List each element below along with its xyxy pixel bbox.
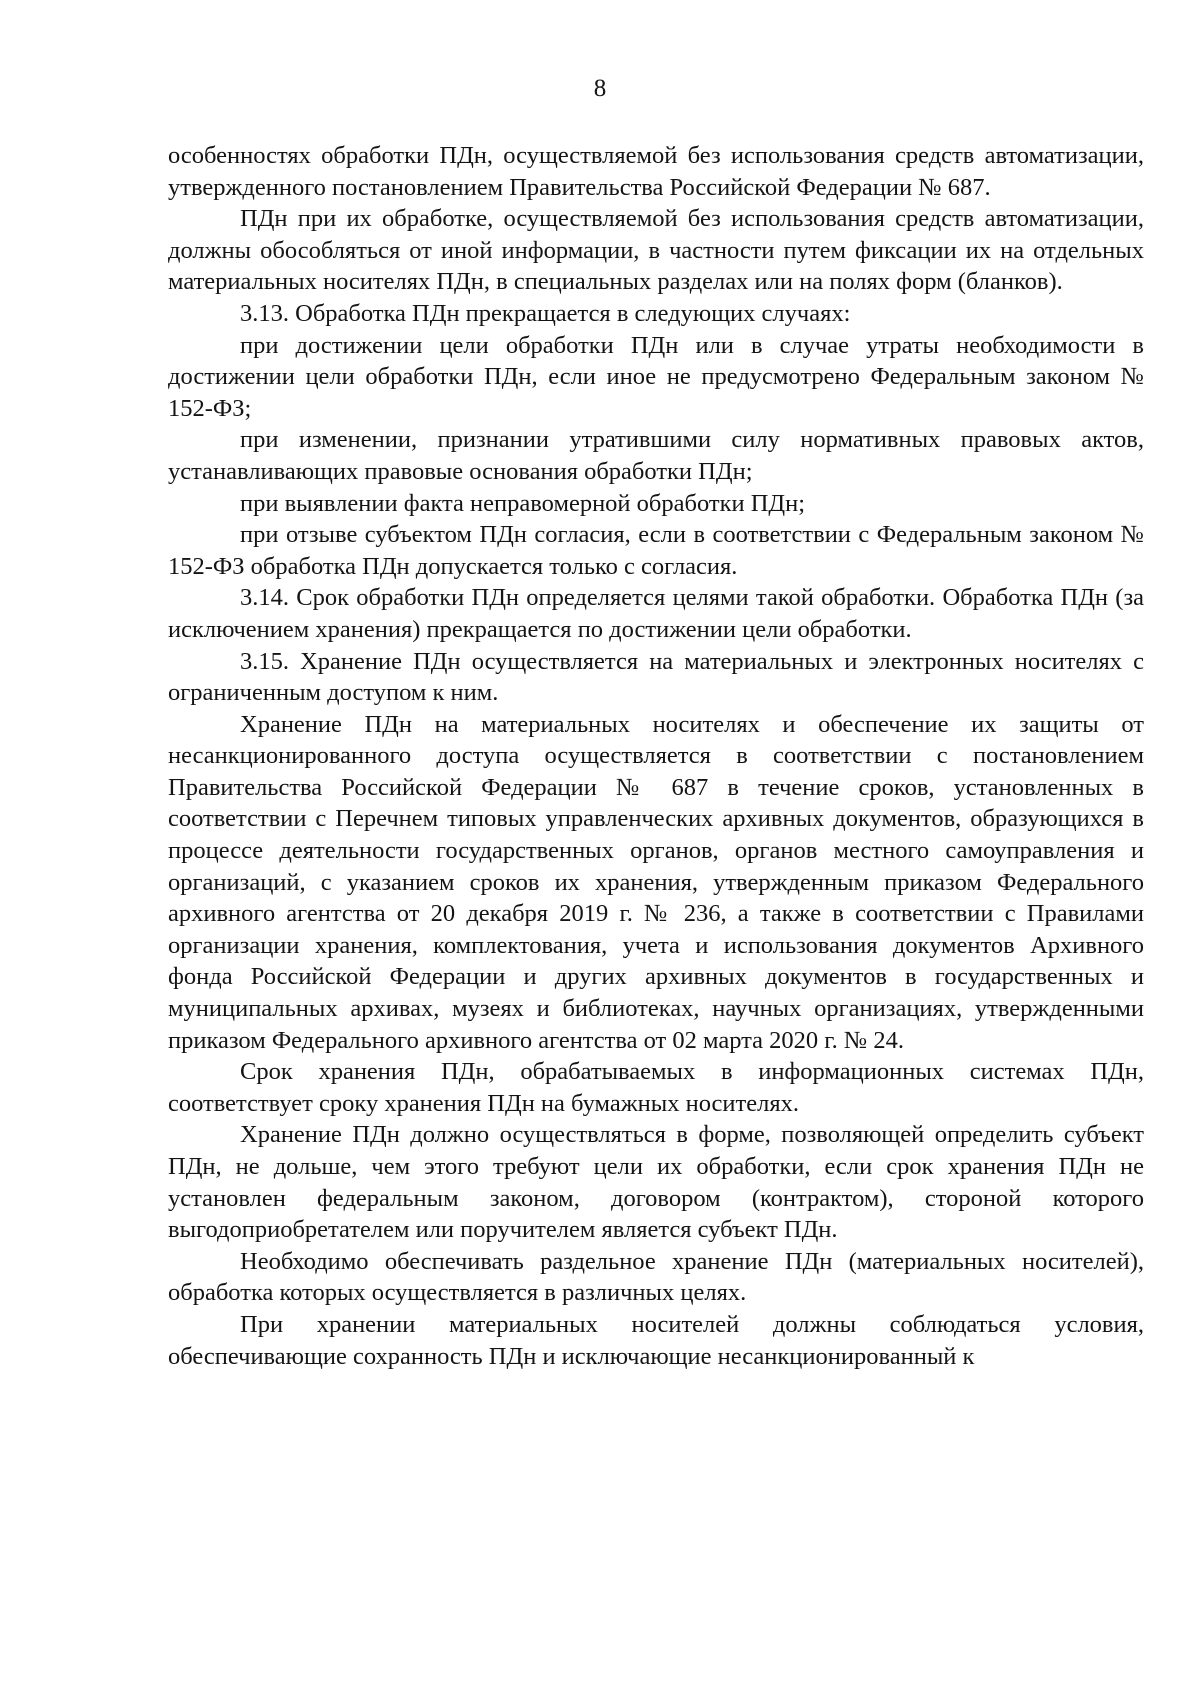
paragraph: Хранение ПДн на материальных носителях и обеспечение их защиты от несанкционированного доступа осуществляется в соответствии с постановлением Правительства Российской Федерации № 687 в течение сроков, установленных в соответствии с Перечнем типовых управленческих архивных документов, образующихся в процессе деятельности государственных органов, органов местного самоуправления и организаций, с указанием сроков их хранения, утвержденным приказом Федерального архивного агентства от 20 декабря 2019 г. № 236, а также в соответствии с Правилами организации хранения, комплектования, учета и использования документов Архивного фонда Российской Федерации и других архивных документов в государственных и муниципальных архивах, музеях и библиотеках, научных организациях, утвержденными приказом Федерального архивного агентства от 02 марта 2020 г. № 24. [168, 710, 1144, 1054]
paragraph-continuation: особенностях обработки ПДн, осуществляемой без использования средств автоматизации, утвержденного постановлением Правительства Российской Федерации № 687. [168, 142, 1144, 201]
clause-3-13: 3.13. Обработка ПДн прекращается в следующих случаях: [240, 299, 851, 327]
list-item: при достижении цели обработки ПДн или в случае утраты необходимости в достижении цели обработки ПДн, если иное не предусмотрено Федеральным законом № 152-ФЗ; [168, 331, 1144, 422]
paragraph: Хранение ПДн должно осуществляться в форме, позволяющей определить субъект ПДн, не дольше, чем этого требуют цели их обработки, если срок хранения ПДн не установлен федеральным законом, договором (контрактом), стороной которого выгодоприобретателем или поручителем является субъект ПДн. [168, 1121, 1144, 1244]
page-number: 8 [593, 75, 607, 102]
paragraph: ПДн при их обработке, осуществляемой без использования средств автоматизации, должны обособляться от иной информации, в частности путем фиксации их на отдельных материальных носителях ПДн, в специальных разделах или на полях форм (бланков). [168, 205, 1144, 296]
clause-3-15: 3.15. Хранение ПДн осуществляется на материальных и электронных носителях с ограниченным доступом к ним. [168, 647, 1144, 707]
list-item: при отзыве субъектом ПДн согласия, если в соответствии с Федеральным законом № 152-ФЗ обработка ПДн допускается только с согласия. [168, 521, 1144, 580]
paragraph: Срок хранения ПДн, обрабатываемых в информационных системах ПДн, соответствует сроку хранения ПДн на бумажных носителях. [168, 1058, 1144, 1117]
clause-3-14: 3.14. Срок обработки ПДн определяется целями такой обработки. Обработка ПДн (за исключением хранения) прекращается по достижении цели обработки. [168, 584, 1144, 643]
list-item: при изменении, признании утратившими силу нормативных правовых актов, устанавливающих правовые основания обработки ПДн; [168, 426, 1144, 485]
paragraph: Необходимо обеспечивать раздельное хранение ПДн (материальных носителей), обработка которых осуществляется в различных целях. [168, 1247, 1144, 1307]
paragraph: При хранении материальных носителей должны соблюдаться условия, обеспечивающие сохранность ПДн и исключающие несанкционированный к [168, 1310, 1144, 1370]
document-body [168, 140, 1144, 1372]
list-item: при выявлении факта неправомерной обработки ПДн; [240, 489, 806, 517]
